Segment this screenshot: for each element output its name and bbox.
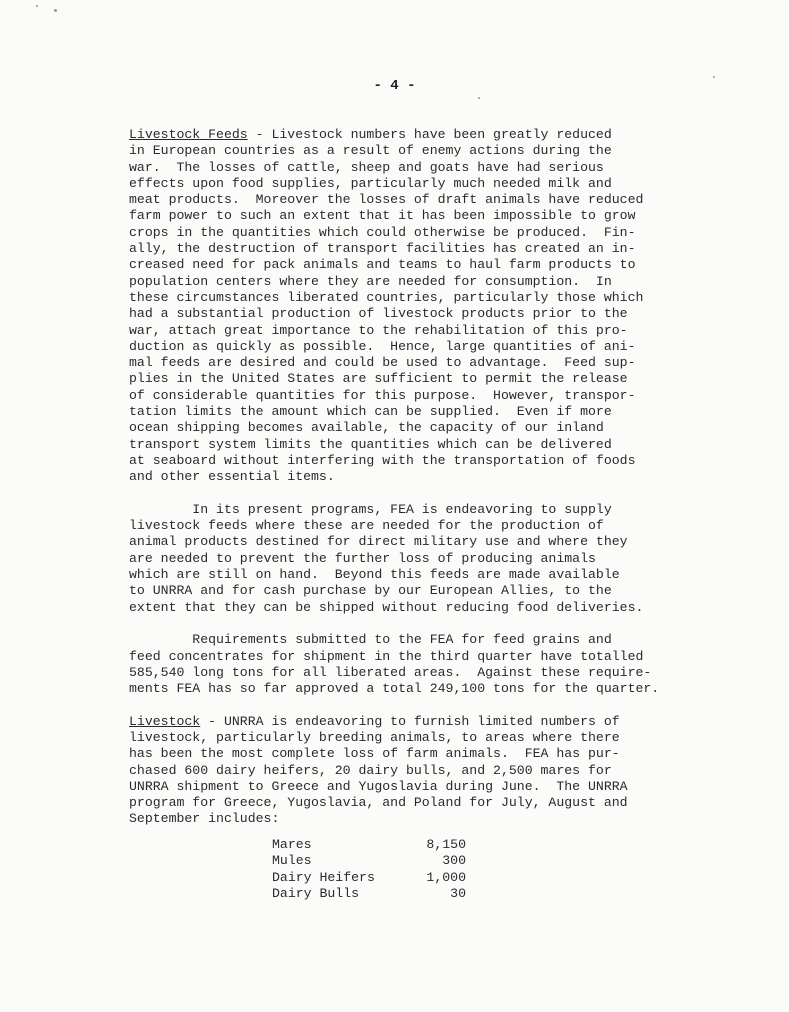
paper-speck [478, 97, 480, 99]
paper-speck [713, 76, 715, 78]
text-line: of considerable quantities for this purpose. However, transpor- [129, 387, 636, 403]
text-line: program for Greece, Yugoslavia, and Poland for July, August and [129, 795, 628, 811]
text-line: duction as quickly as possible. Hence, large quantities of ani- [129, 338, 636, 354]
text-line: animal products destined for direct military use and where they [129, 534, 628, 550]
text-line: ocean shipping becomes available, the capacity of our inland [129, 420, 604, 436]
text-line: which are still on hand. Beyond this feeds are made available [129, 567, 620, 583]
text-line: In its present programs, FEA is endeavoring to supply [129, 501, 612, 517]
text-line: these circumstances liberated countries, particularly those which [129, 289, 644, 305]
table-cell-quantity: 1,000 [426, 869, 466, 885]
table-row [272, 837, 466, 853]
paragraph-livestock-feeds [129, 127, 659, 486]
text-line: war. The losses of cattle, sheep and goats have had serious [129, 159, 604, 175]
text-line: population centers where they are needed for consumption. In [129, 273, 612, 289]
section-heading-livestock-feeds: Livestock Feeds [129, 127, 248, 142]
paper-speck [54, 9, 57, 12]
text-line [129, 127, 659, 143]
text-line: are needed to prevent the further loss of producing animals [129, 550, 596, 566]
text-line: ments FEA has so far approved a total 249,100 tons for the quarter. [129, 681, 660, 697]
text-line: livestock feeds where these are needed for the production of [129, 518, 604, 534]
livestock-program-table [272, 837, 466, 902]
text-line: creased need for pack animals and teams to haul farm products to [129, 257, 636, 273]
table-cell-item: Mares [272, 837, 312, 852]
section-heading-livestock: Livestock [129, 713, 201, 729]
text-line: in European countries as a result of enemy actions during the [129, 143, 612, 159]
text-line: livestock, particularly breeding animals, to areas where there [129, 729, 620, 745]
table-row [272, 886, 466, 902]
document-body [129, 127, 659, 828]
text-line: farm power to such an extent that it has been impossible to grow [129, 208, 636, 224]
table-cell-quantity: 8,150 [426, 837, 466, 852]
text-line: has been the most complete loss of farm animals. FEA has pur- [129, 746, 620, 762]
text-line: chased 600 dairy heifers, 20 dairy bulls, and 2,500 mares for [129, 762, 612, 778]
paragraph-gap [129, 697, 659, 713]
text-line: plies in the United States are sufficient to permit the release [129, 371, 628, 387]
paragraph-livestock [129, 714, 659, 828]
table-cell-quantity: 30 [450, 885, 466, 901]
text-line: September includes: [129, 811, 280, 827]
text-line: meat products. Moreover the losses of draft animals have reduced [129, 192, 644, 208]
table-cell-item: Dairy Heifers [272, 869, 375, 885]
page-number: - 4 - [373, 78, 416, 94]
text-line-rest: - Livestock numbers have been greatly reduced [247, 127, 612, 142]
text-line: war, attach great importance to the rehabilitation of this pro- [129, 322, 628, 338]
table-row [272, 870, 466, 886]
table-cell-quantity: 300 [442, 853, 466, 869]
text-line: Requirements submitted to the FEA for feed grains and [129, 632, 612, 648]
text-line: effects upon food supplies, particularly much needed milk and [129, 175, 612, 191]
paragraph-gap [129, 486, 659, 502]
table-row [272, 853, 466, 869]
paragraph-present-programs [129, 502, 659, 616]
text-line: 585,540 long tons for all liberated areas. Against these require- [129, 664, 652, 680]
text-line: feed concentrates for shipment in the third quarter have totalled [129, 648, 644, 664]
paragraph-gap [129, 616, 659, 632]
paragraph-requirements [129, 632, 659, 697]
text-line: at seaboard without interfering with the transportation of foods [129, 452, 636, 468]
paper-speck [36, 5, 38, 7]
text-line: crops in the quantities which could otherwise be produced. Fin- [129, 224, 636, 240]
text-line: transport system limits the quantities which can be delivered [129, 436, 612, 452]
text-line [129, 714, 659, 730]
text-line: tation limits the amount which can be supplied. Even if more [129, 404, 612, 420]
text-line: to UNRRA and for cash purchase by our European Allies, to the [129, 583, 612, 599]
text-line: and other essential items. [129, 469, 335, 485]
text-line: had a substantial production of livestock products prior to the [129, 306, 628, 322]
text-line: extent that they can be shipped without reducing food deliveries. [129, 599, 644, 615]
text-line: mal feeds are desired and could be used to advantage. Feed sup- [129, 355, 636, 371]
table-cell-item: Mules [272, 853, 312, 869]
table-cell-item: Dairy Bulls [272, 885, 360, 901]
text-line-rest: - UNRRA is endeavoring to furnish limited numbers of [200, 713, 620, 729]
text-line: ally, the destruction of transport facilities has created an in- [129, 241, 636, 257]
text-line: UNRRA shipment to Greece and Yugoslavia during June. The UNRRA [129, 778, 628, 794]
